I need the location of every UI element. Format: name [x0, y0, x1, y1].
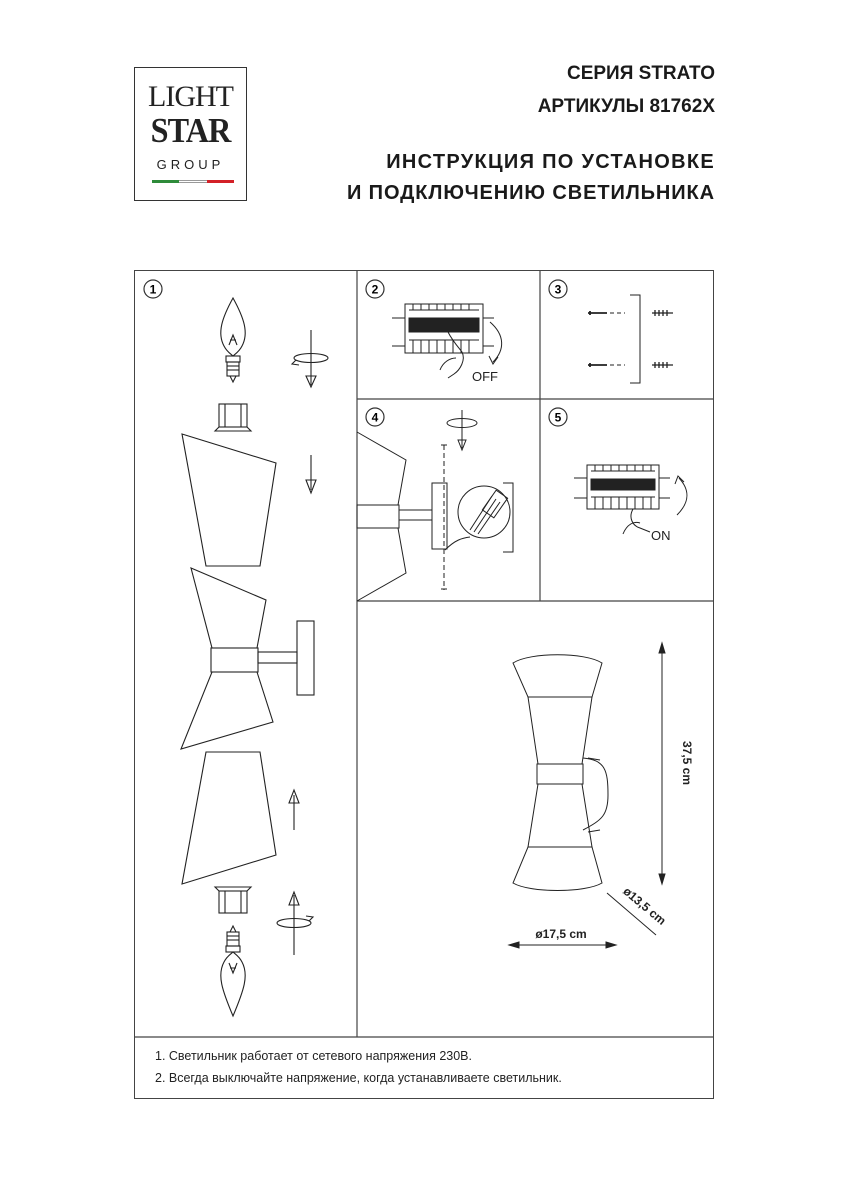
step-badge-4 — [366, 408, 384, 426]
series-title: СЕРИЯ STRATO — [566, 63, 715, 84]
svg-text:2: 2 — [371, 282, 379, 297]
svg-text:1: 1 — [149, 282, 157, 297]
rotate-arrow-icon — [292, 330, 328, 387]
step-badge-1 — [144, 280, 162, 298]
shade-bottom — [182, 752, 276, 884]
lampholder-top — [215, 404, 251, 431]
logo-text-group: GROUP — [156, 157, 225, 172]
candle-bulb-top — [221, 298, 245, 382]
lampholder-bottom — [215, 887, 251, 913]
off-label: OFF — [472, 369, 498, 384]
down-arrow-icon — [306, 455, 316, 493]
svg-text:3: 3 — [554, 282, 562, 297]
width-dimension: ø17,5 cm — [535, 927, 587, 941]
panel-grid — [134, 270, 714, 1037]
dimension-drawing — [513, 655, 608, 891]
rotate-arrow-icon-bottom — [277, 892, 313, 955]
note-voltage: 1. Светильник работает от сетевого напряжения 230В. — [155, 1049, 472, 1063]
bracket-mounting — [357, 410, 513, 601]
instruction-title-line1: ИНСТРУКЦИЯ ПО УСТАНОВКЕ — [386, 151, 715, 173]
assembled-lamp — [181, 568, 314, 749]
candle-bulb-bottom — [221, 926, 245, 1016]
breaker-on — [574, 465, 687, 534]
step-badge-5 — [549, 408, 567, 426]
on-label: ON — [651, 528, 671, 543]
note-safety: 2. Всегда выключайте напряжение, когда устанавливаете светильник. — [155, 1071, 562, 1085]
logo-text-star: STAR — [150, 111, 231, 150]
article-number: АРТИКУЛЫ 81762X — [537, 96, 715, 117]
mounting-screws — [588, 295, 673, 383]
instruction-title-line2: И ПОДКЛЮЧЕНИЮ СВЕТИЛЬНИКА — [346, 182, 715, 204]
depth-dimension: ø13,5 cm — [620, 884, 669, 928]
step-badge-3 — [549, 280, 567, 298]
height-dimension: 37,5 cm — [680, 740, 694, 786]
svg-text:4: 4 — [371, 410, 379, 425]
svg-text:5: 5 — [554, 410, 562, 425]
shade-top — [182, 434, 276, 566]
step-badge-2 — [366, 280, 384, 298]
breaker-off — [392, 304, 502, 378]
up-arrow-icon — [289, 790, 299, 830]
logo-text-light: LIGHT — [148, 80, 233, 113]
